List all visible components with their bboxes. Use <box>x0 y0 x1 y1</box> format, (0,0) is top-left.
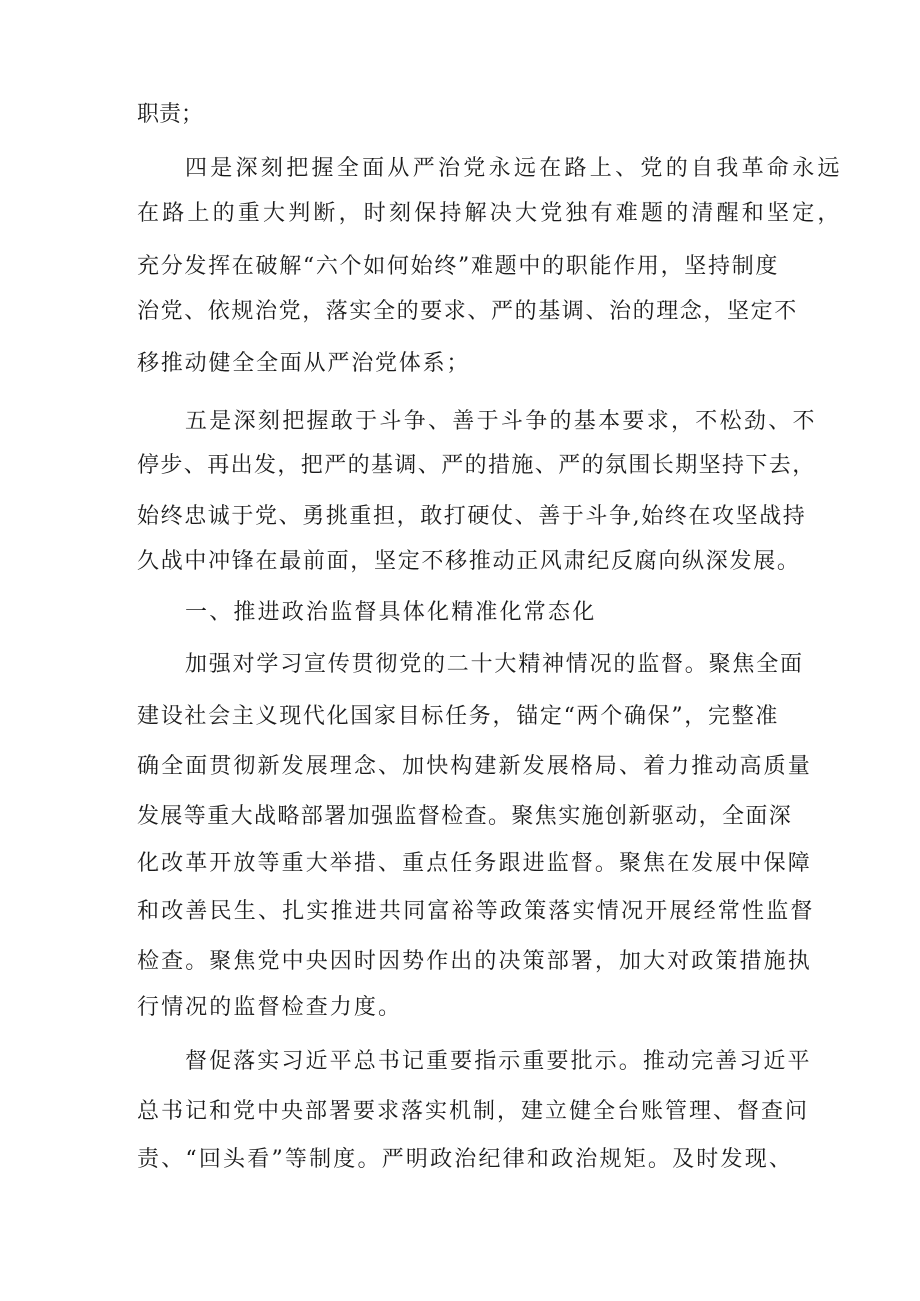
paragraph-line: 始终忠诚于党、勇挑重担，敢打硬仗、善于斗争,始终在攻坚战持 <box>137 504 807 529</box>
paragraph-line: 确全面贯彻新发展理念、加快构建新发展格局、着力推动高质量 <box>137 754 812 779</box>
paragraph-line: 在路上的重大判断，时刻保持解决大党独有难题的清醒和坚定， <box>137 201 843 226</box>
paragraph-line: 加强对学习宣传贯彻党的二十大精神情况的监督。聚焦全面 <box>185 652 804 677</box>
paragraph-line: 充分发挥在破解“六个如何始终”难题中的职能作用，坚持制度 <box>137 254 780 279</box>
paragraph-line: 久战中冲锋在最前面，坚定不移推动正风肃纪反腐向纵深发展。 <box>137 549 801 574</box>
paragraph-line: 五是深刻把握敢于斗争、善于斗争的基本要求，不松劲、不 <box>185 409 817 434</box>
section-heading: 一、推进政治监督具体化精准化常态化 <box>185 600 597 625</box>
paragraph-line: 责、“回头看”等制度。严明政治纪律和政治规矩。及时发现、 <box>137 1147 794 1172</box>
paragraph-line: 职责； <box>137 102 204 127</box>
paragraph-line: 化改革开放等重大举措、重点任务跟进监督。聚焦在发展中保障 <box>137 851 812 876</box>
paragraph-line: 移推动健全全面从严治党体系； <box>137 351 471 376</box>
paragraph-line: 治党、依规治党，落实全的要求、严的基调、治的理念，坚定不 <box>137 299 798 324</box>
paragraph-line: 督促落实习近平总书记重要指示重要批示。推动完善习近平 <box>185 1049 812 1074</box>
paragraph-line: 停步、再出发，把严的基调、严的措施、严的氛围长期坚持下去， <box>137 453 816 478</box>
paragraph-line: 总书记和党中央部署要求落实机制，建立健全台账管理、督查问 <box>137 1099 810 1124</box>
paragraph-line: 行情况的监督检查力度。 <box>137 995 403 1020</box>
paragraph-line: 建设社会主义现代化国家目标任务，锚定“两个确保”，完整准 <box>137 704 780 729</box>
paragraph-line: 四是深刻把握全面从严治党永远在路上、党的自我革命永远 <box>185 156 843 181</box>
paragraph-line: 发展等重大战略部署加强监督检查。聚焦实施创新驱动，全面深 <box>137 804 793 829</box>
paragraph-line: 和改善民生、扎实推进共同富裕等政策落实情况开展经常性监督 <box>137 899 815 924</box>
paragraph-line: 检查。聚焦党中央因时因势作出的决策部署，加大对政策措施执 <box>137 949 812 974</box>
